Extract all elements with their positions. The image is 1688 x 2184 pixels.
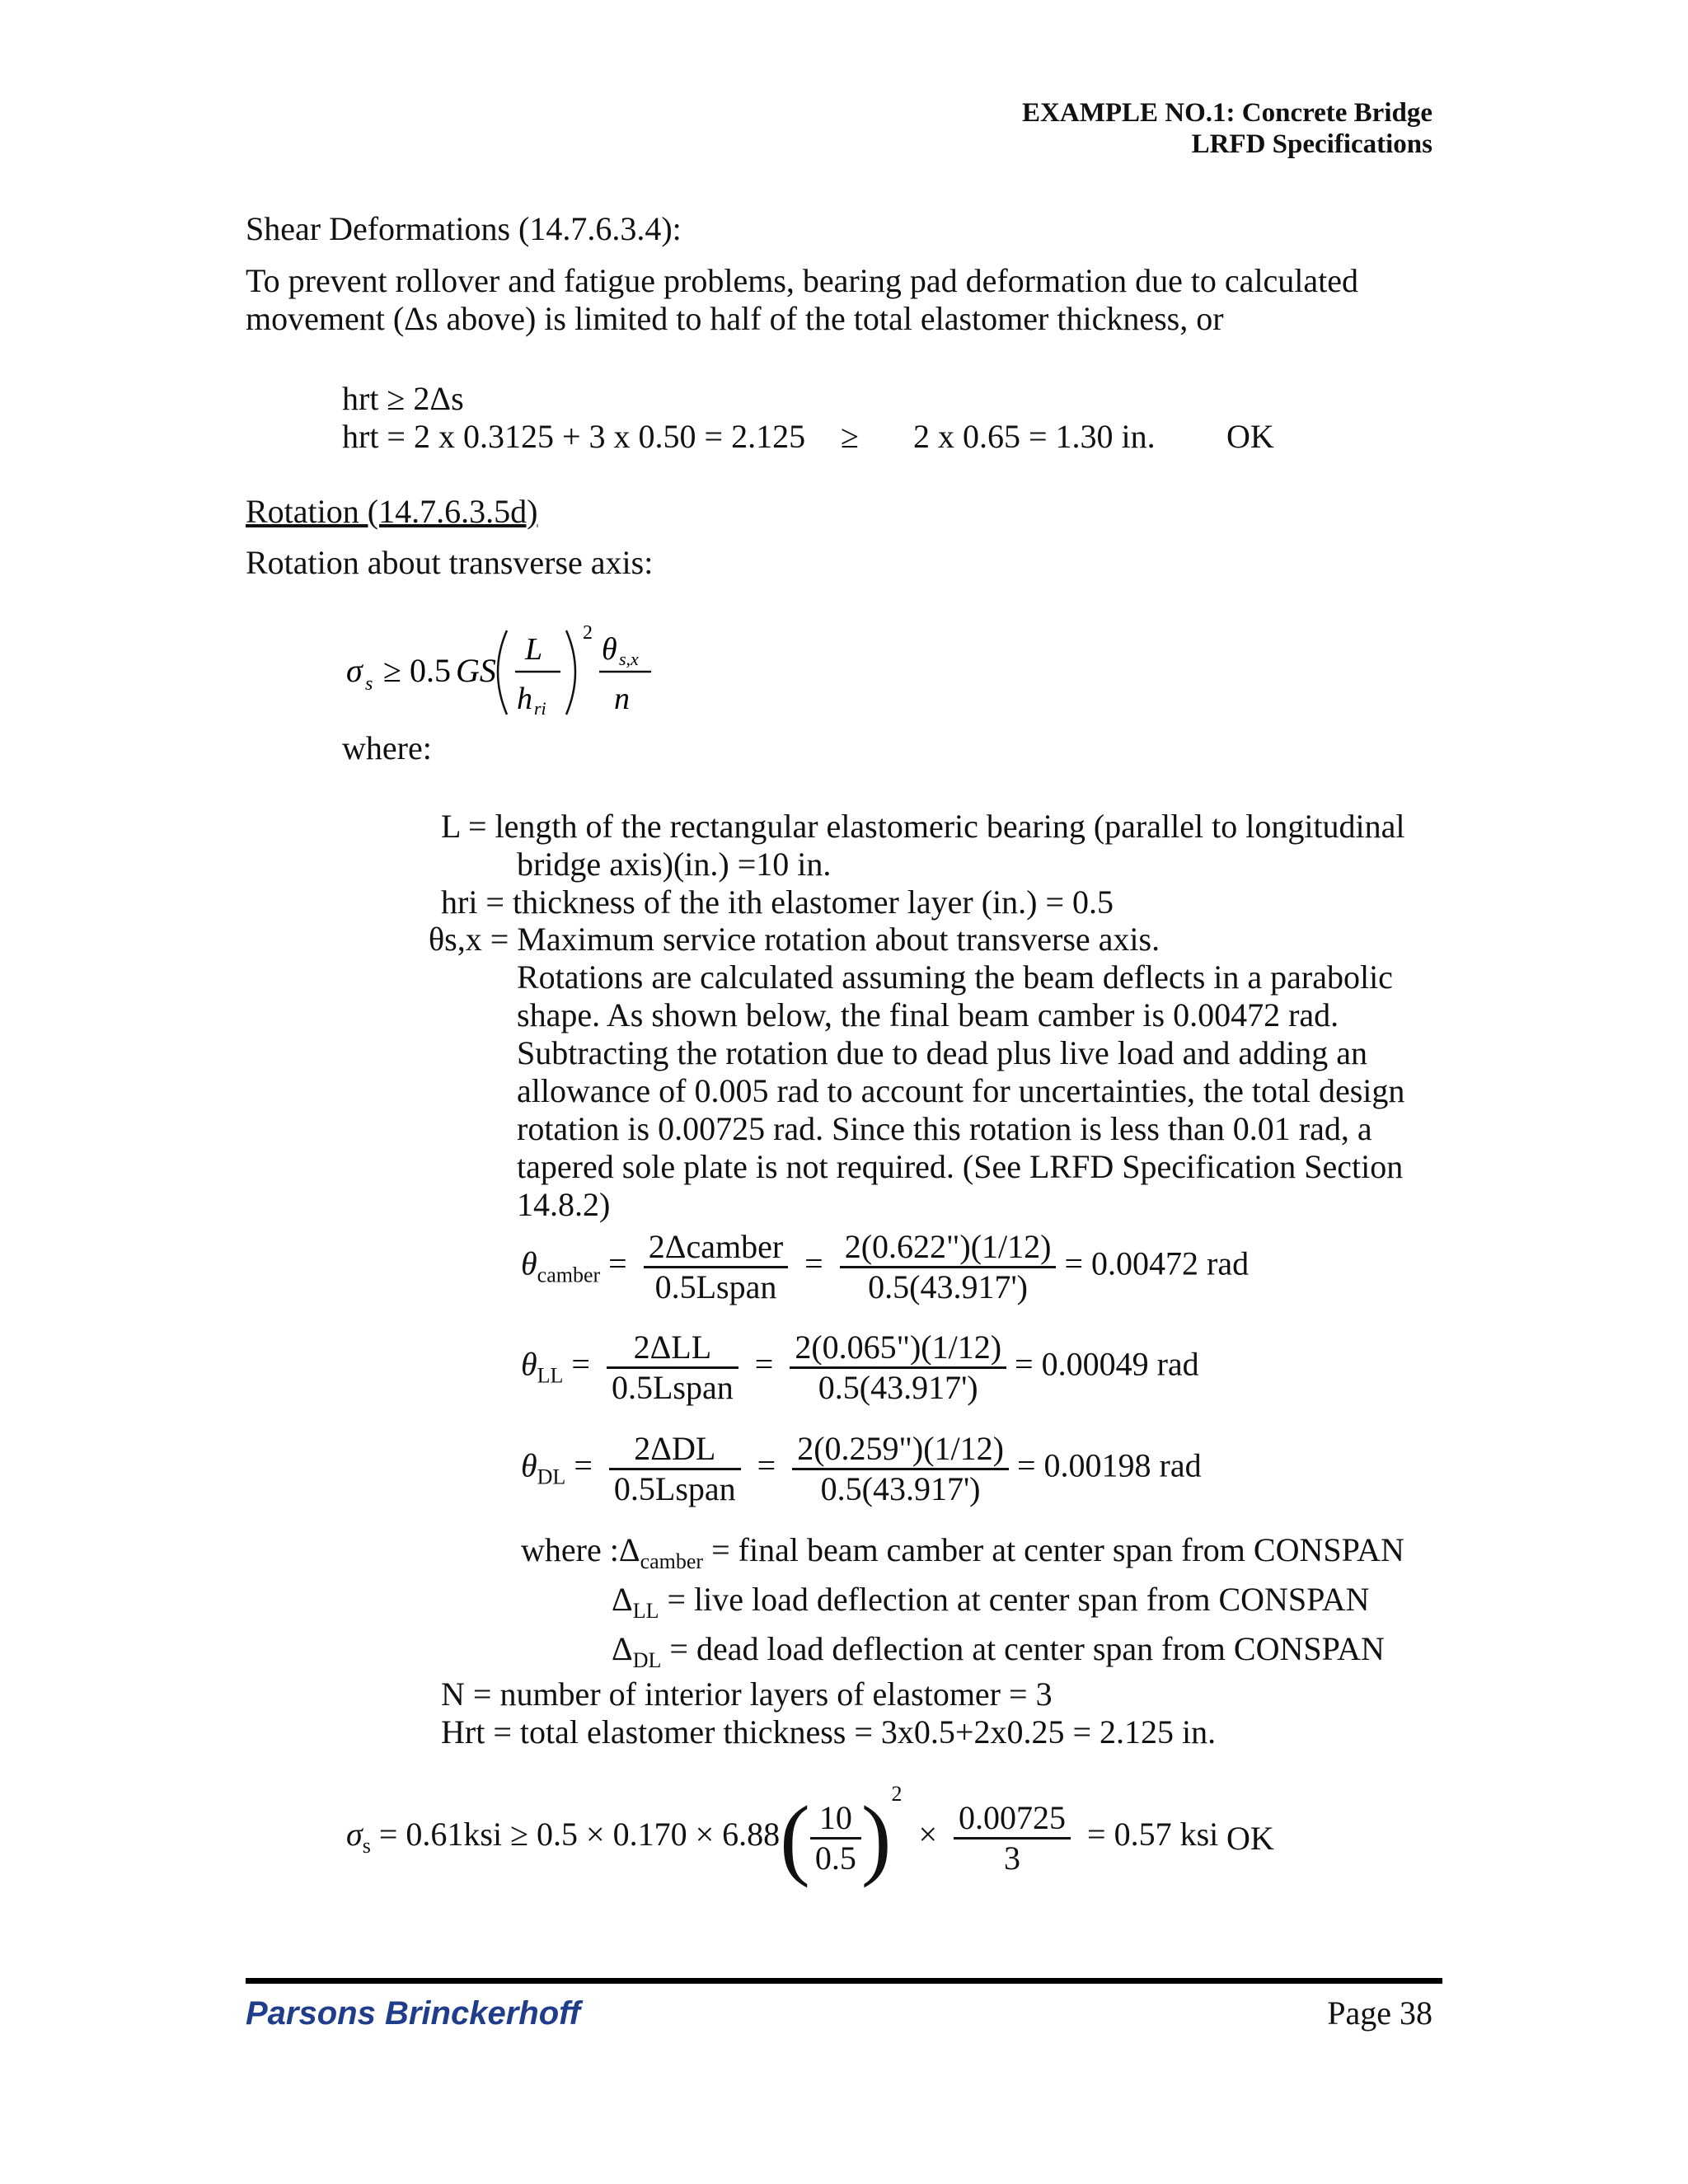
- para-line-2: shape. As shown below, the final beam camber is 0.00472 rad.: [517, 996, 1339, 1033]
- para-line-4: allowance of 0.005 rad to account for uncertainties, the total design: [517, 1072, 1405, 1109]
- footer-page: Page 38: [1327, 1994, 1432, 2032]
- svg-text:≥ 0.5: ≥ 0.5: [383, 652, 451, 689]
- svg-text:GS: GS: [456, 652, 496, 689]
- where-camber: where $:\Delta_{camber}$ = final beam camber at center span from CONSPAN: [521, 1531, 1404, 1573]
- rotation-subtitle: Rotation about transverse axis:: [246, 544, 654, 581]
- shear-eq1: hrt ≥ 2Δs: [342, 380, 464, 417]
- para-line-5: rotation is 0.00725 rad. Since this rotation is less than 0.01 rad, a: [517, 1110, 1372, 1147]
- def-L-1: L = length of the rectangular elastomeric bearing (parallel to longitudinal: [441, 808, 1405, 845]
- where-LL: $\Delta_{LL}$ = live load deflection at center span from CONSPAN: [612, 1581, 1370, 1623]
- shear-para-2: movement (Δs above) is limited to half of the total elastomer thickness, or: [246, 300, 1224, 337]
- svg-text:h: h: [517, 682, 532, 716]
- svg-text:θ: θ: [602, 632, 617, 667]
- shear-eq2-right: 2 x 0.65 = 1.30 in.: [913, 418, 1156, 455]
- final-ok: OK: [1226, 1820, 1274, 1857]
- theta-DL-eq: $\theta_{DL}$ = $\frac{\text{2ΔDL}}{\text{0.5Lspan}}$ = $\frac{2(0.259")(1/12)}{0.5(43.917')}$ = 0.00198 rad: [521, 1430, 1202, 1507]
- para-line-3: Subtracting the rotation due to dead plus live load and adding an: [517, 1034, 1367, 1071]
- final-check-eq: $\sigma_s = 0.61ksi \ge 0.5 \times 0.170 \times 6.88$( $\frac{10}{0.5}$ )$^2$ × $\frac{0.00725}{3}$ = 0.57 ksi: [346, 1781, 1219, 1888]
- def-Hrt: Hrt = total elastomer thickness = 3x0.5+2x0.25 = 2.125 in.: [441, 1713, 1217, 1750]
- svg-text:2: 2: [583, 622, 593, 644]
- theta-LL-eq: $\theta_{LL}$ = $\frac{\text{2ΔLL}}{\text{0.5Lspan}}$ = $\frac{2(0.065")(1/12)}{0.5(43.917')}$ = 0.00049 rad: [521, 1329, 1199, 1406]
- def-theta-sx: θs,x = Maximum service rotation about transverse axis.: [429, 921, 1160, 958]
- footer-firm: Parsons Brinckerhoff: [246, 1995, 581, 2032]
- shear-eq2-left: hrt = 2 x 0.3125 + 3 x 0.50 = 2.125: [342, 418, 806, 455]
- header-line1: EXAMPLE NO.1: Concrete Bridge: [1022, 98, 1432, 128]
- footer-rule: [246, 1978, 1442, 1984]
- rotation-formula: [342, 622, 655, 729]
- where-label: where:: [342, 729, 432, 766]
- shear-eq2-ok: OK: [1226, 418, 1274, 455]
- header-line2: LRFD Specifications: [1191, 129, 1432, 159]
- svg-text:s,x: s,x: [619, 649, 639, 669]
- theta-camber-eq: $\theta_{camber}$ = $\frac{\text{2Δcamber}}{\text{0.5Lspan}}$ = $\frac{2(0.622")(1/12)}{0.5(43.917')}$ = 0.00472 rad: [521, 1228, 1250, 1305]
- shear-eq2-ge: ≥: [841, 418, 859, 455]
- para-line-6: tapered sole plate is not required. (See LRFD Specification Section: [517, 1148, 1404, 1185]
- para-line-7: 14.8.2): [517, 1186, 611, 1223]
- svg-text:σ: σ: [346, 652, 363, 689]
- svg-text:ri: ri: [534, 698, 546, 719]
- svg-text:n: n: [614, 682, 630, 716]
- para-line-1: Rotations are calculated assuming the beam deflects in a parabolic: [517, 958, 1393, 996]
- def-L-2: bridge axis)(in.) =10 in.: [517, 846, 832, 883]
- def-N: N = number of interior layers of elastomer = 3: [441, 1675, 1053, 1713]
- shear-title: Shear Deformations (14.7.6.3.4):: [246, 210, 682, 247]
- rotation-title: Rotation (14.7.6.3.5d): [246, 493, 538, 530]
- def-hri: hri = thickness of the ith elastomer layer (in.) = 0.5: [441, 883, 1114, 921]
- svg-text:s: s: [365, 673, 373, 695]
- shear-para-1: To prevent rollover and fatigue problems, bearing pad deformation due to calculated: [246, 262, 1359, 299]
- where-DL: $\Delta_{DL}$ = dead load deflection at center span from CONSPAN: [612, 1630, 1385, 1672]
- svg-text:L: L: [525, 632, 543, 667]
